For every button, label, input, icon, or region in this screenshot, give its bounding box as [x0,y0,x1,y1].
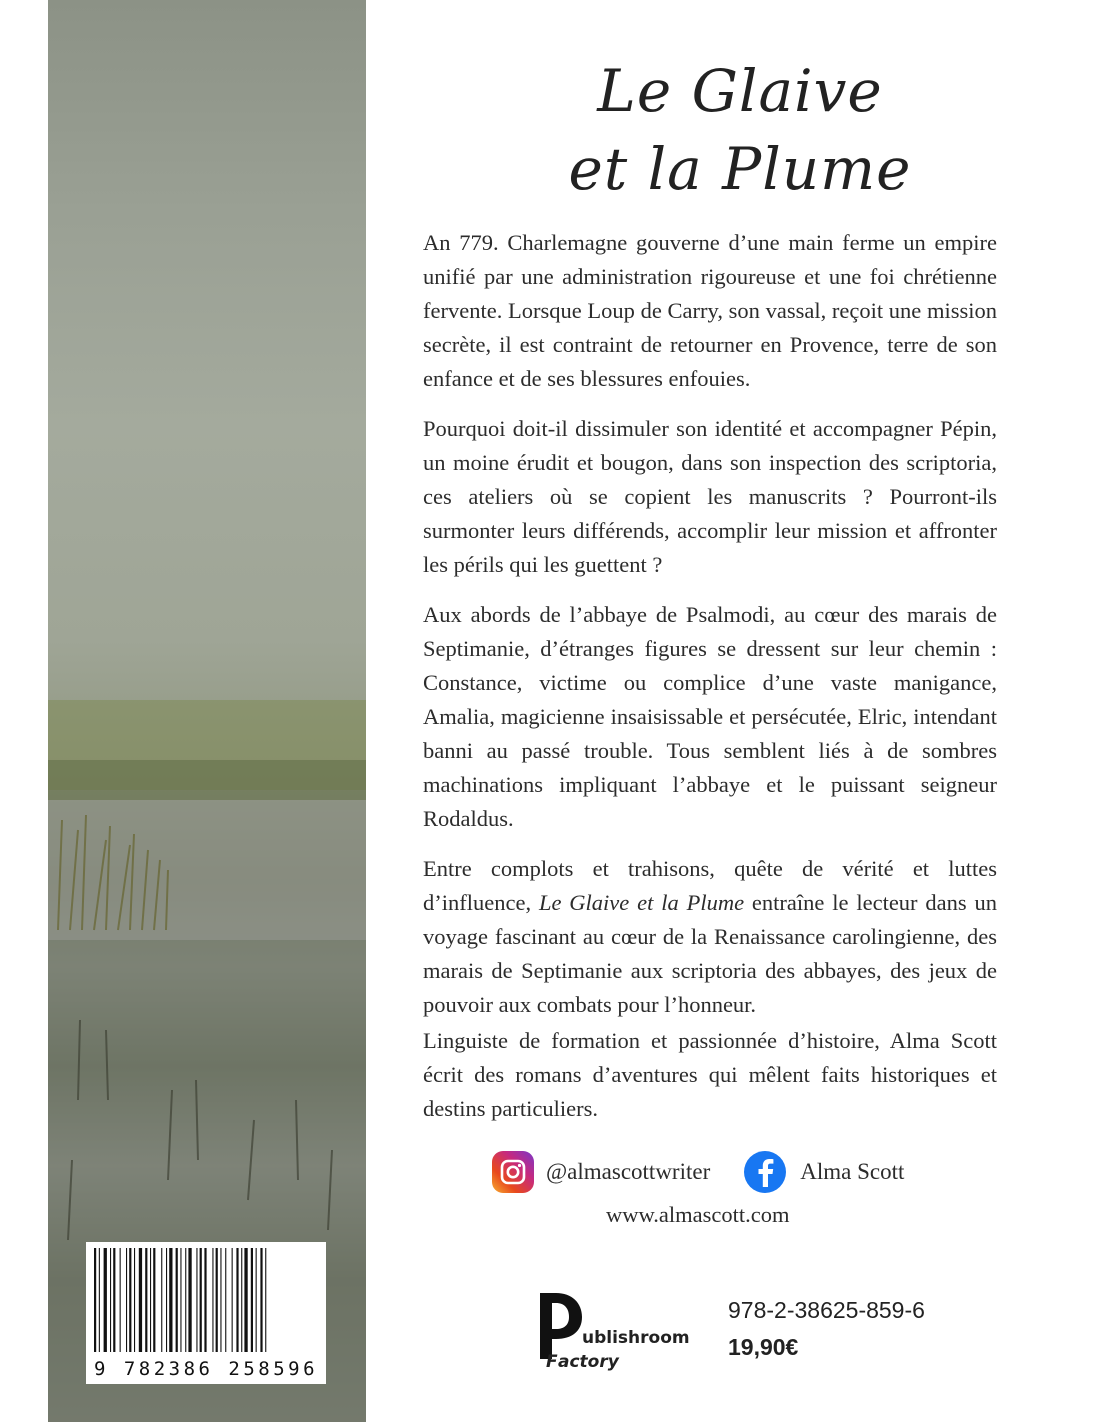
publisher-name-part1: ublishroom [582,1328,690,1348]
barcode-bar [188,1248,191,1352]
barcode-bar [220,1248,221,1352]
barcode-bar [196,1248,197,1352]
barcode-bar [265,1248,266,1352]
website-link[interactable]: www.almascott.com [606,1202,790,1227]
barcode-bar [150,1248,151,1352]
barcode-bar [129,1248,131,1352]
barcode-bar [241,1248,242,1352]
barcode-bar [120,1248,121,1352]
title-line-1: Le Glaive [597,57,883,125]
barcode-bar [153,1248,155,1352]
blurb-paragraph-2: Pourquoi doit-il dissimuler son identité et accompagner Pépin, un moine érudit et bougon, dans son inspection des scriptoria, ces ateliers où se copient les manuscrits ? Pourront-ils surmonter leurs différends, accomplir leur mission et affronter les périls qui les guettent ? [423,416,997,577]
barcode-bar [94,1248,96,1352]
barcode-bar [99,1248,100,1352]
barcode-bar [204,1248,206,1352]
blurb-paragraph-3: Aux abords de l’abbaye de Psalmodi, au cœur des marais de Septimanie, d’étranges figures se dressent sur leur chemin : Constance, victime ou complice d’une vaste manigance, Amalia, magicienne insaisissable et persécutée, Elric, intendant banni au passé trouble. Tous semblent liés à de sombres machinations impliquant l’abbaye et le puissant seigneur Rodaldus. [423,602,997,831]
facebook-icon[interactable] [744,1151,786,1193]
instagram-icon[interactable] [492,1151,534,1193]
barcode-bar [113,1248,115,1352]
blurb-p4-before: Entre complots et trahisons, quête de vérité et luttes d’influence, [423,856,997,915]
book-title [400,52,1080,208]
author-bio [423,1024,997,1126]
barcode-bar [236,1248,238,1352]
blurb-p4-after: entraîne le lecteur dans un voyage fascinant au cœur de la Renaissance carolingienne, des marais de Septimanie aux scriptoria des abbayes, des jeux de pouvoir aux combats pour l’honneur. [423,890,998,1017]
barcode-bar [185,1248,186,1352]
barcode-bar [169,1248,172,1352]
barcode-bar [176,1248,178,1352]
price: 19,90€ [728,1334,799,1360]
barcode-bar [200,1248,202,1352]
barcode-bar [126,1248,127,1352]
title-line-2: et la Plume [568,135,912,203]
barcode-digits: 9 782386 258596 [93,1358,319,1380]
barcode-bar [212,1248,213,1352]
barcode-bar [232,1248,233,1352]
author-bio-text: Linguiste de formation et passionnée d’histoire, Alma Scott écrit des romans d’aventures qui mêlent faits historiques et destins particuliers. [423,1028,997,1121]
barcode-bar [244,1248,247,1352]
barcode-bar [166,1248,167,1352]
svg-text:F: F [546,1352,558,1372]
barcode-bar [104,1248,107,1352]
isbn: 978-2-38625-859-6 [728,1297,925,1323]
barcode-bar [225,1248,226,1352]
barcode-bar [161,1248,162,1352]
barcode [94,1248,318,1352]
barcode-bar [260,1248,262,1352]
back-cover-blurb [423,226,997,1038]
barcode-bar [145,1248,147,1352]
blurb-paragraph-4 [423,852,997,1022]
barcode-bar [256,1248,257,1352]
facebook-name[interactable]: Alma Scott [800,1159,905,1184]
barcode-bar [180,1248,181,1352]
instagram-handle[interactable]: @almascottwriter [546,1159,711,1184]
marsh-illustration [48,0,366,1422]
publisher-name-part2: actory [558,1352,619,1372]
blurb-paragraph-1: An 779. Charlemagne gouverne d’une main ferme un empire unifié par une administration rigoureuse et une foi chrétienne fervente. Lorsque Loup de Carry, son vassal, reçoit une mission secrète, il est contraint de retourner en Provence, terre de son enfance et de ses blessures enfouies. [423,230,997,391]
barcode-box [86,1242,326,1384]
publisher-logo [538,1287,690,1375]
social-row [492,1150,904,1194]
barcode-bar [216,1248,218,1352]
barcode-bar [134,1248,135,1352]
barcode-bar [139,1248,142,1352]
barcode-bar [251,1248,253,1352]
blurb-p4-book-title: Le Glaive et la Plume [538,890,745,915]
cover-photo-marsh [48,0,366,1422]
barcode-bar [110,1248,111,1352]
